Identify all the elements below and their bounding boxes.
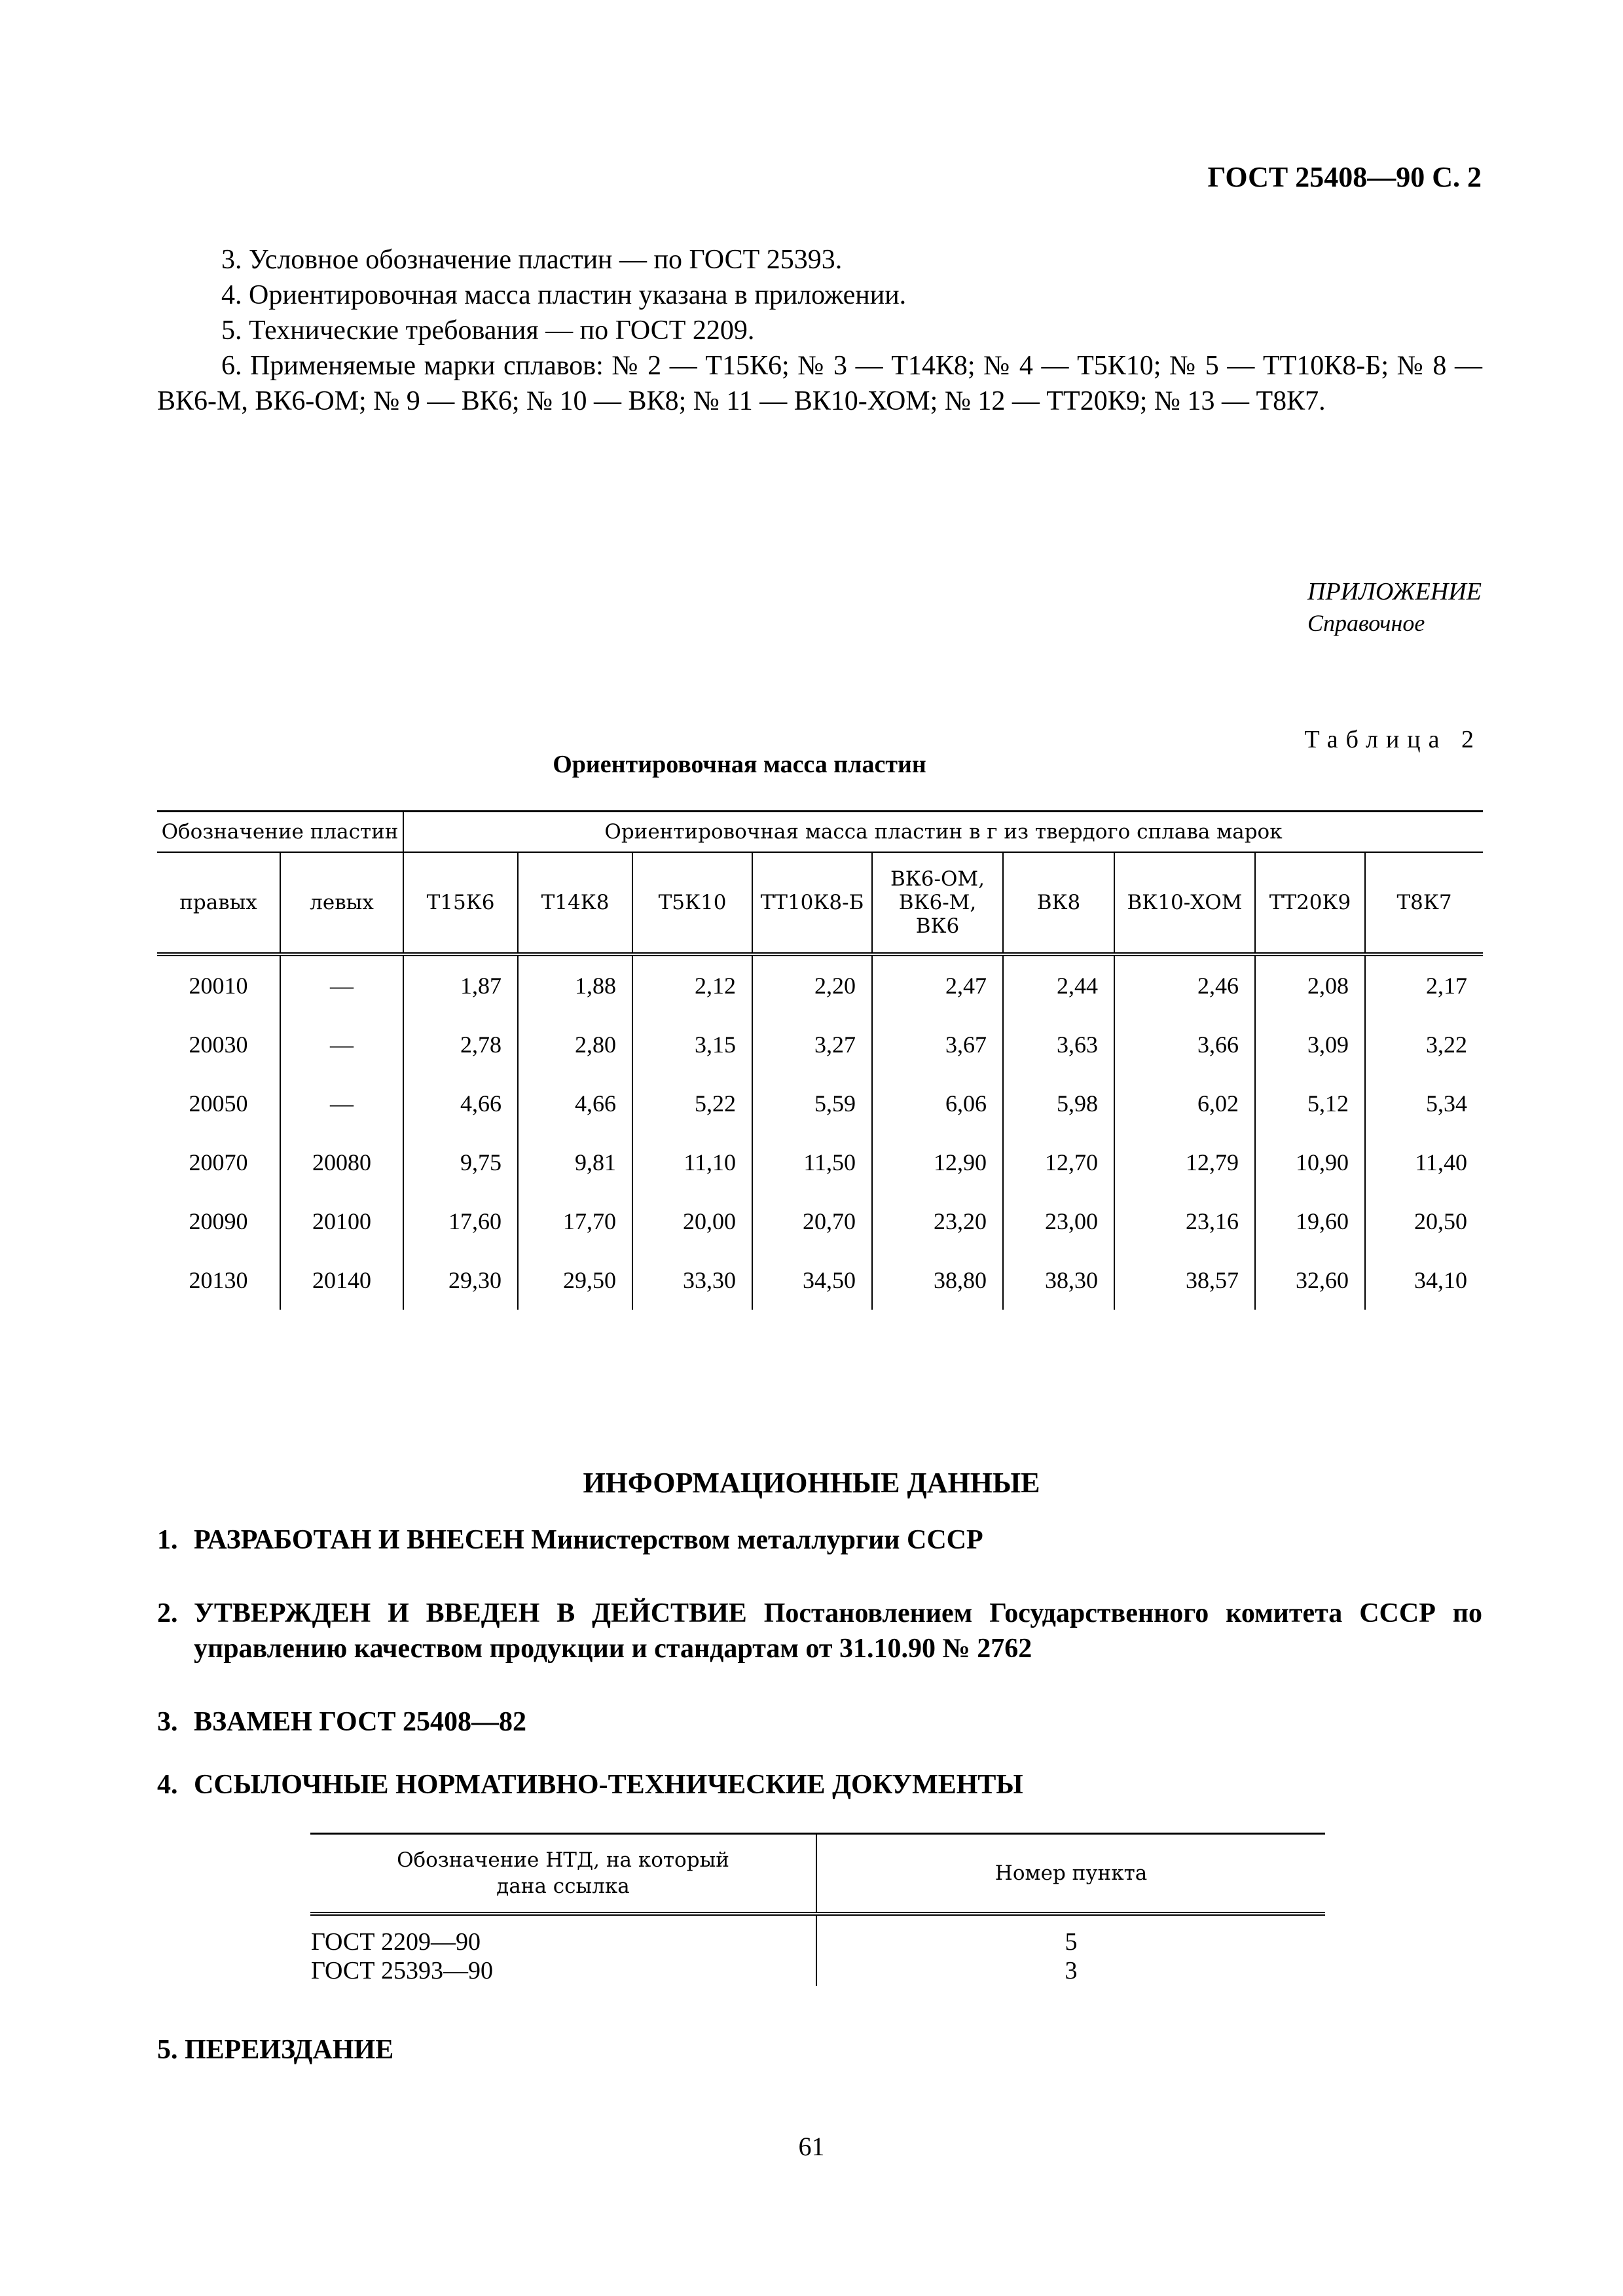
- mass-value-cell: 3,09: [1255, 1015, 1365, 1074]
- mass-value-cell: 11,40: [1365, 1133, 1483, 1192]
- mass-value-cell: 2,78: [403, 1015, 518, 1074]
- alloy-column-header: ТТ10К8-Б: [752, 852, 872, 954]
- mass-value-cell: 2,44: [1003, 954, 1114, 1015]
- right-plate-header: правых: [179, 891, 257, 914]
- ntd-designation: ГОСТ 25393—90: [311, 1957, 493, 1984]
- mass-value-cell: 5,22: [632, 1074, 752, 1133]
- mass-value-cell: 12,90: [872, 1133, 1003, 1192]
- mass-value-cell: 3,66: [1114, 1015, 1255, 1074]
- mass-value-cell: 17,70: [518, 1192, 632, 1251]
- intro-section: [157, 242, 1482, 419]
- mass-value-cell: 4,66: [518, 1074, 632, 1133]
- mass-value-cell: 17,60: [403, 1192, 518, 1251]
- intro-paragraph-3: 3. Условное обозначение пластин — по ГОСТ 25393.: [221, 245, 843, 275]
- mass-value-cell: 38,30: [1003, 1251, 1114, 1310]
- appendix-heading: [1307, 576, 1482, 639]
- mass-value-cell: 20,70: [752, 1192, 872, 1251]
- appendix-subtitle: Справочное: [1307, 610, 1425, 636]
- mass-value-cell: 10,90: [1255, 1133, 1365, 1192]
- reference-documents-table: [310, 1833, 1325, 1986]
- right-plate-cell: 20050: [189, 1090, 248, 1117]
- info-data-title: ИНФОРМАЦИОННЫЕ ДАННЫЕ: [583, 1467, 1040, 1499]
- page-number: 61: [798, 2132, 825, 2161]
- mass-value-cell: 6,02: [1114, 1074, 1255, 1133]
- table-row: [157, 1192, 1483, 1251]
- mass-value-cell: 5,59: [752, 1074, 872, 1133]
- left-plate-cell: —: [280, 1015, 403, 1074]
- ntd-designation-header: Обозначение НТД, на который дана ссылка: [397, 1848, 729, 1898]
- mass-value-cell: 2,17: [1365, 954, 1483, 1015]
- alloy-column-header: Т5К10: [632, 852, 752, 954]
- clause-number-cell: [816, 1914, 1325, 1986]
- alloy-column-header: ВК6-ОМ, ВК6-М, ВК6: [872, 852, 1003, 954]
- left-plate-cell: 20140: [280, 1251, 403, 1310]
- info-item-number: 3.: [157, 1707, 178, 1737]
- reissue-heading: 5. ПЕРЕИЗДАНИЕ: [157, 2035, 394, 2065]
- mass-value-cell: 1,88: [518, 954, 632, 1015]
- mass-value-cell: 4,66: [403, 1074, 518, 1133]
- left-plate-cell: 20080: [280, 1133, 403, 1192]
- left-plate-cell: 20100: [280, 1192, 403, 1251]
- right-plate-cell: 20070: [189, 1149, 248, 1175]
- mass-value-cell: 23,16: [1114, 1192, 1255, 1251]
- alloy-column-header: Т14К8: [518, 852, 632, 954]
- mass-value-cell: 9,81: [518, 1133, 632, 1192]
- left-plate-cell: —: [280, 954, 403, 1015]
- clause-number: 5: [1065, 1928, 1078, 1956]
- mass-value-cell: 11,10: [632, 1133, 752, 1192]
- mass-value-cell: 34,50: [752, 1251, 872, 1310]
- mass-value-cell: 23,00: [1003, 1192, 1114, 1251]
- alloy-column-header: ТТ20К9: [1255, 852, 1365, 954]
- mass-value-cell: 29,30: [403, 1251, 518, 1310]
- info-item-number: 4.: [157, 1770, 178, 1800]
- mass-table: [157, 810, 1483, 1310]
- mass-value-cell: 23,20: [872, 1192, 1003, 1251]
- mass-value-cell: 2,46: [1114, 954, 1255, 1015]
- right-plate-cell: 20090: [189, 1208, 248, 1234]
- right-plate-cell: 20010: [189, 973, 248, 999]
- intro-paragraph-4: 4. Ориентировочная масса пластин указана в приложении.: [221, 280, 907, 310]
- table-row: [157, 954, 1483, 1015]
- ntd-designation: ГОСТ 2209—90: [311, 1928, 481, 1956]
- document-header: ГОСТ 25408—90 С. 2: [1207, 161, 1482, 193]
- mass-value-cell: 29,50: [518, 1251, 632, 1310]
- alloy-column-header: ВК10-ХОМ: [1114, 852, 1255, 954]
- mass-value-cell: 3,22: [1365, 1015, 1483, 1074]
- mass-value-cell: 5,34: [1365, 1074, 1483, 1133]
- ntd-designation-cell: [310, 1914, 816, 1986]
- info-item-text: РАЗРАБОТАН И ВНЕСЕН Министерством металлургии СССР: [194, 1525, 983, 1555]
- mass-value-cell: 34,10: [1365, 1251, 1483, 1310]
- mass-value-cell: 6,06: [872, 1074, 1003, 1133]
- info-item-3: [157, 1704, 1482, 1740]
- info-item-2: [157, 1596, 1482, 1666]
- mass-value-cell: 2,20: [752, 954, 872, 1015]
- info-item-text: УТВЕРЖДЕН И ВВЕДЕН В ДЕЙСТВИЕ Постановлением Государственного комитета СССР по управлению качеством продукции и стандартам от 31.10.90 № 2762: [194, 1598, 1482, 1664]
- info-item-text: ВЗАМЕН ГОСТ 25408—82: [194, 1707, 527, 1737]
- mass-value-cell: 9,75: [403, 1133, 518, 1192]
- mass-value-cell: 33,30: [632, 1251, 752, 1310]
- mass-value-cell: 2,80: [518, 1015, 632, 1074]
- info-item-number: 2.: [157, 1598, 178, 1628]
- table-row: [157, 1015, 1483, 1074]
- intro-paragraph-5: 5. Технические требования — по ГОСТ 2209.: [221, 315, 755, 346]
- alloy-column-header: Т8К7: [1365, 852, 1483, 954]
- info-item-text: ССЫЛОЧНЫЕ НОРМАТИВНО-ТЕХНИЧЕСКИЕ ДОКУМЕНТЫ: [194, 1770, 1023, 1800]
- clause-number: 3: [1065, 1957, 1078, 1984]
- mass-value-cell: 12,79: [1114, 1133, 1255, 1192]
- right-plate-cell: 20030: [189, 1031, 248, 1058]
- info-item-number: 1.: [157, 1525, 178, 1555]
- mass-value-cell: 5,98: [1003, 1074, 1114, 1133]
- mass-value-cell: 3,27: [752, 1015, 872, 1074]
- mass-value-cell: 11,50: [752, 1133, 872, 1192]
- info-item-4: [157, 1767, 1482, 1803]
- mass-value-cell: 2,12: [632, 954, 752, 1015]
- mass-value-cell: 20,50: [1365, 1192, 1483, 1251]
- alloy-column-header: ВК8: [1003, 852, 1114, 954]
- clause-number-header: Номер пункта: [816, 1834, 1325, 1914]
- left-plate-header: левых: [280, 852, 403, 954]
- table-row: [157, 1251, 1483, 1310]
- mass-value-cell: 3,15: [632, 1015, 752, 1074]
- right-plate-cell: 20130: [189, 1267, 248, 1293]
- info-item-1: [157, 1522, 1482, 1558]
- mass-value-cell: 12,70: [1003, 1133, 1114, 1192]
- mass-value-cell: 5,12: [1255, 1074, 1365, 1133]
- intro-paragraph-6: 6. Применяемые марки сплавов: № 2 — Т15К6; № 3 — Т14К8; № 4 — Т5К10; № 5 — ТТ10К8-Б; № 8 — ВК6-М, ВК6-ОМ; № 9 — ВК6; № 10 — ВК8; № 11 — ВК10-ХОМ; № 12 — ТТ20К9; № 13 — Т8К7.: [157, 351, 1482, 416]
- mass-value-cell: 38,80: [872, 1251, 1003, 1310]
- mass-value-cell: 2,08: [1255, 954, 1365, 1015]
- mass-group-header: Ориентировочная масса пластин в г из твердого сплава марок: [403, 812, 1483, 853]
- mass-value-cell: 38,57: [1114, 1251, 1255, 1310]
- table-title: Ориентировочная масса пластин: [553, 751, 926, 778]
- table-row: [157, 1133, 1483, 1192]
- mass-value-cell: 3,67: [872, 1015, 1003, 1074]
- mass-value-cell: 3,63: [1003, 1015, 1114, 1074]
- table-row: [157, 1074, 1483, 1133]
- plate-designation-header: Обозначение пластин: [157, 812, 403, 853]
- appendix-title: ПРИЛОЖЕНИЕ: [1307, 578, 1482, 605]
- alloy-column-header: Т15К6: [403, 852, 518, 954]
- mass-value-cell: 2,47: [872, 954, 1003, 1015]
- mass-table-body: [157, 954, 1483, 1310]
- mass-value-cell: 32,60: [1255, 1251, 1365, 1310]
- mass-value-cell: 1,87: [403, 954, 518, 1015]
- left-plate-cell: —: [280, 1074, 403, 1133]
- mass-value-cell: 19,60: [1255, 1192, 1365, 1251]
- table-number-label: Таблица 2: [1304, 726, 1482, 753]
- mass-value-cell: 20,00: [632, 1192, 752, 1251]
